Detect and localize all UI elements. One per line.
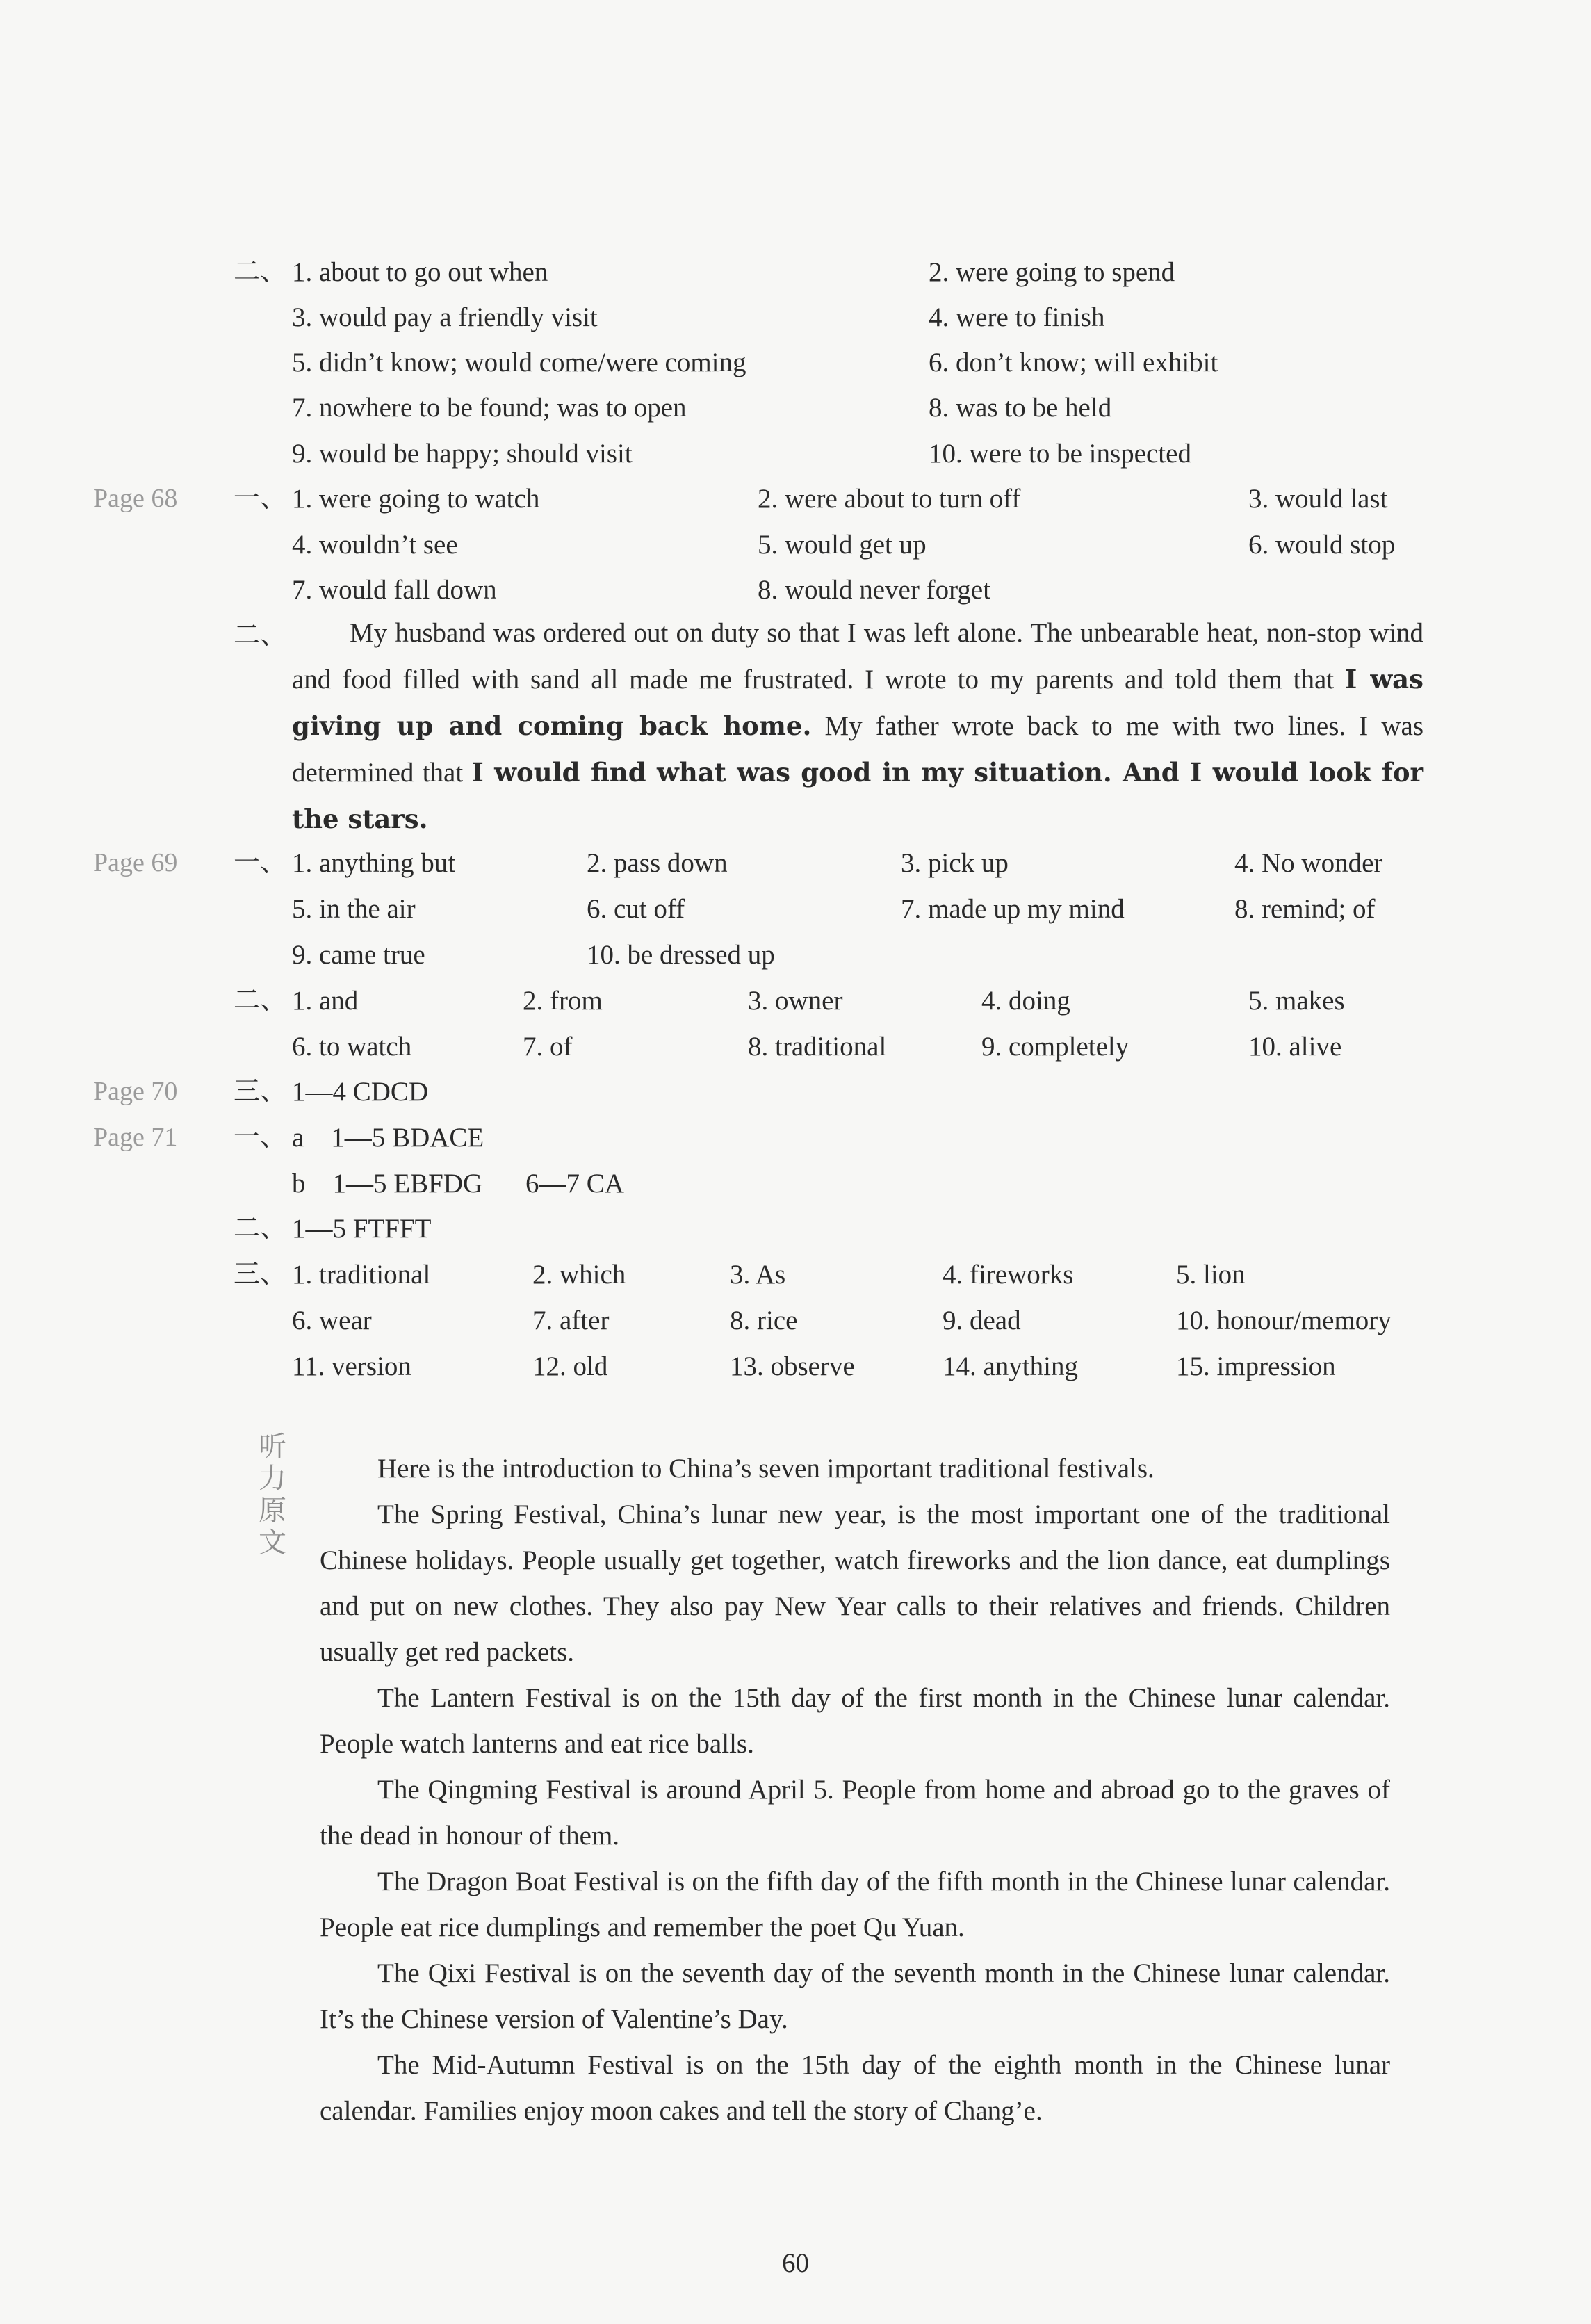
transcript-paragraph: The Spring Festival, China’s lunar new year, is the most important one of the traditional Chinese holidays. People usually get together, watch fireworks and the lion dance, eat dumplings and put on new clothes. They also pay New Year calls to their relatives and friends. Children usually get red packets. <box>320 1500 1390 1667</box>
transcript-paragraph: The Mid-Autumn Festival is on the 15th day of the eighth month in the Chinese lunar calendar. Families enjoy moon cakes and tell the story of Chang’e. <box>320 2050 1390 2126</box>
answer-item: 7. nowhere to be found; was to open <box>292 393 687 423</box>
answer-item: b 1—5 EBFDG <box>292 1169 483 1198</box>
answer-item: 4. were to finish <box>929 302 1105 332</box>
answer-item: 6. cut off <box>587 894 685 924</box>
title-char: 听 <box>259 1431 286 1463</box>
answer-item: 1—5 FTFFT <box>292 1214 432 1244</box>
answer-item: 2. were going to spend <box>929 257 1175 287</box>
answer-item: 14. anything <box>943 1351 1078 1381</box>
title-char: 力 <box>259 1463 286 1495</box>
answer-item: 9. dead <box>943 1306 1021 1335</box>
answer-item: 8. remind; of <box>1234 894 1376 924</box>
transcript-paragraph: The Qingming Festival is around April 5. People from home and abroad go to the graves of the dead in honour of them. <box>320 1775 1390 1851</box>
title-char: 文 <box>259 1527 286 1559</box>
page-number: 60 <box>782 2248 809 2278</box>
answer-item: 4. doing <box>981 986 1070 1016</box>
answer-item: 15. impression <box>1176 1351 1336 1381</box>
answer-item: 11. version <box>292 1351 411 1381</box>
answer-item: 1. about to go out when <box>292 257 548 287</box>
answer-item: 7. after <box>532 1306 610 1335</box>
answer-item: 5. makes <box>1248 986 1345 1016</box>
section-marker: 二、 <box>234 257 287 286</box>
answer-item: 13. observe <box>730 1351 855 1381</box>
answer-item: 5. didn’t know; would come/were coming <box>292 348 746 377</box>
paragraph-text: My father wrote back to me with two lines. I was determined that <box>292 711 1424 788</box>
answer-item: 4. wouldn’t see <box>292 530 458 560</box>
answer-item: 4. fireworks <box>943 1260 1074 1290</box>
answer-item: 1. and <box>292 986 359 1016</box>
transcript-paragraph: The Dragon Boat Festival is on the fifth day of the fifth month in the Chinese lunar calendar. People eat rice dumplings and remember the poet Qu Yuan. <box>320 1867 1390 1942</box>
answer-item: 6. wear <box>292 1306 372 1335</box>
answer-item: 8. rice <box>730 1306 798 1335</box>
answer-item: 12. old <box>532 1351 608 1381</box>
bold-answer: I was giving up and coming back home. <box>292 664 1423 741</box>
answer-item: 6—7 CA <box>525 1169 624 1198</box>
writing-answer-paragraph <box>292 610 1423 843</box>
answer-item: 9. would be happy; should visit <box>292 439 633 469</box>
answer-item: 3. would last <box>1248 484 1388 514</box>
answer-item: 3. As <box>730 1260 786 1290</box>
title-char: 原 <box>259 1495 286 1527</box>
section-marker: 一、 <box>234 484 287 513</box>
page-label: Page 71 <box>93 1123 178 1152</box>
paragraph-text: My husband was ordered out on duty so that I was left alone. The unbearable heat, non-stop wind and food filled with sand all made me frustrated. I wrote to my parents and told them that <box>292 618 1423 694</box>
answer-item: 6. to watch <box>292 1032 412 1062</box>
answer-item: 8. traditional <box>748 1032 887 1062</box>
answer-item: 3. pick up <box>901 848 1009 878</box>
answer-item: 2. pass down <box>587 848 728 878</box>
transcript-paragraph: Here is the introduction to China’s seven important traditional festivals. <box>377 1454 1155 1484</box>
section-marker: 一、 <box>234 1123 287 1152</box>
listening-transcript <box>320 1446 1390 2134</box>
answer-item: 1—4 CDCD <box>292 1077 429 1107</box>
bold-answer: I would find what was good in my situation. And I would look for the stars. <box>292 757 1424 834</box>
answer-item: 5. would get up <box>758 530 927 560</box>
answer-item: 10. honour/memory <box>1176 1306 1392 1335</box>
answer-item: 10. be dressed up <box>587 940 775 970</box>
answer-item: 1. were going to watch <box>292 484 540 514</box>
answer-item: 7. of <box>523 1032 573 1062</box>
answer-item: 8. would never forget <box>758 575 991 605</box>
answer-item: 2. were about to turn off <box>758 484 1021 514</box>
answer-item: 6. don’t know; will exhibit <box>929 348 1218 377</box>
transcript-paragraph: The Qixi Festival is on the seventh day of the seventh month in the Chinese lunar calendar. It’s the Chinese version of Valentine’s Day. <box>320 1958 1390 2034</box>
section-marker: 三、 <box>234 1260 287 1289</box>
section-marker: 一、 <box>234 848 287 877</box>
answer-item: 8. was to be held <box>929 393 1112 423</box>
answer-item: 2. which <box>532 1260 626 1290</box>
page-label: Page 68 <box>93 484 178 513</box>
answer-item: 3. would pay a friendly visit <box>292 302 598 332</box>
section-marker: 二、 <box>234 621 287 650</box>
answer-item: 9. completely <box>981 1032 1129 1062</box>
answer-item: 1. anything but <box>292 848 456 878</box>
page-label: Page 70 <box>93 1077 178 1106</box>
listening-transcript-title <box>257 1431 288 1559</box>
answer-item: 4. No wonder <box>1234 848 1383 878</box>
answer-item: 6. would stop <box>1248 530 1396 560</box>
section-marker: 二、 <box>234 986 287 1015</box>
section-marker: 二、 <box>234 1214 287 1243</box>
transcript-paragraph: The Lantern Festival is on the 15th day of the first month in the Chinese lunar calendar. People watch lanterns and eat rice balls. <box>320 1683 1390 1759</box>
answer-item: 3. owner <box>748 986 843 1016</box>
answer-item: 5. in the air <box>292 894 416 924</box>
answer-item: 5. lion <box>1176 1260 1246 1290</box>
answer-item: 10. were to be inspected <box>929 439 1191 469</box>
answer-item: 10. alive <box>1248 1032 1342 1062</box>
answer-item: 7. would fall down <box>292 575 497 605</box>
page-label: Page 69 <box>93 848 178 877</box>
answer-item: 9. came true <box>292 940 425 970</box>
answer-item: a 1—5 BDACE <box>292 1123 484 1153</box>
answer-item: 1. traditional <box>292 1260 431 1290</box>
answer-item: 7. made up my mind <box>901 894 1125 924</box>
answer-item: 2. from <box>523 986 603 1016</box>
section-marker: 三、 <box>234 1077 287 1106</box>
